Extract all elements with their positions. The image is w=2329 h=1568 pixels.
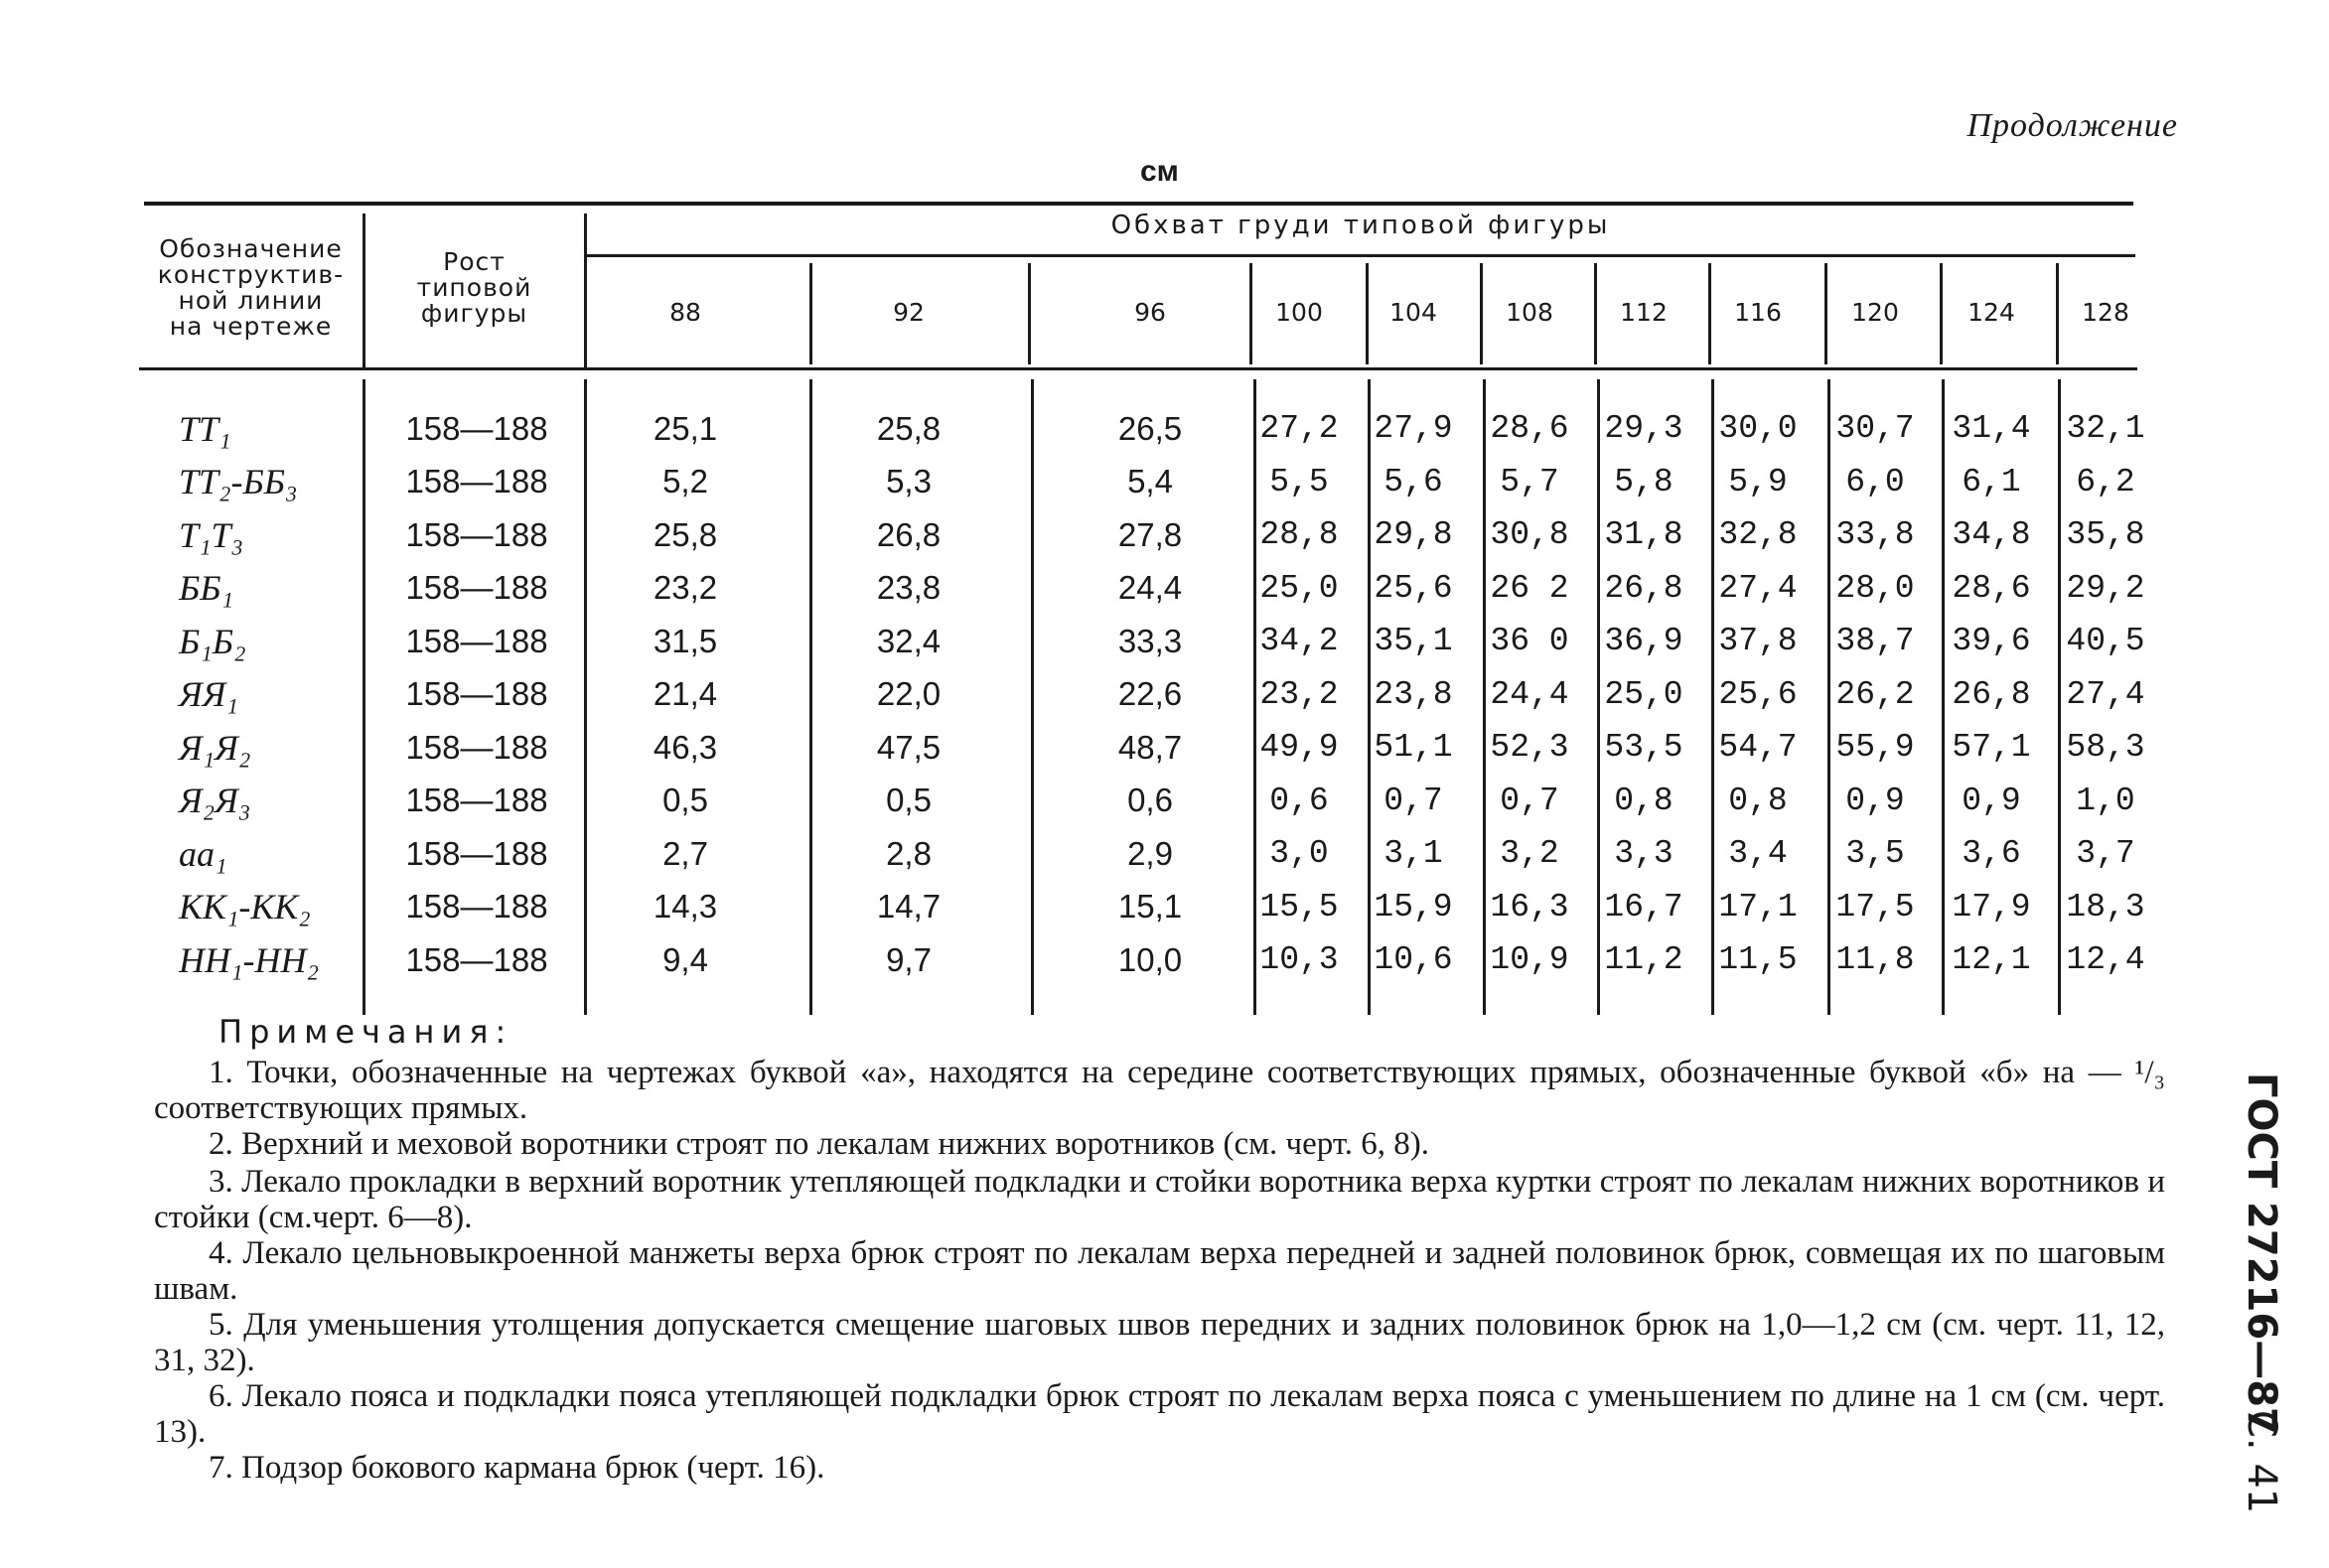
column-divider [1940, 263, 1943, 364]
value-cell: 51,1 [1374, 729, 1453, 766]
height-header-line: типовой [416, 273, 532, 302]
table-row [0, 881, 2329, 933]
value-cell: 14,7 [876, 888, 942, 925]
value-cell: 3,7 [2076, 835, 2135, 872]
table-row [0, 456, 2329, 508]
value-cell: 33,8 [1835, 516, 1915, 553]
value-cell: 5,7 [1500, 463, 1559, 500]
column-divider [2056, 263, 2059, 364]
value-cell: 25,6 [1718, 675, 1798, 713]
height-header-line: Рост [443, 247, 506, 276]
value-cell: 17,1 [1718, 888, 1798, 926]
table-top-rule [144, 202, 2133, 206]
size-header-120: 120 [1851, 298, 1899, 327]
value-cell: 25,0 [1259, 569, 1339, 607]
note-item: 3. Лекало прокладки в верхний воротник утепляющей подкладки и стойки воротника верха куртки строят по лекалам нижних воротников и стойки (см.черт. 6—8). [154, 1164, 2165, 1235]
value-cell: 25,6 [1374, 569, 1453, 607]
value-cell: 11,2 [1604, 941, 1683, 978]
line-designation: Т₁Т₃ [179, 514, 244, 555]
value-cell: 27,4 [2066, 675, 2145, 713]
note-item: 7. Подзор бокового кармана брюк (черт. 16). [209, 1450, 825, 1486]
column-divider [584, 214, 587, 367]
value-cell: 39,6 [1952, 623, 2031, 659]
value-cell: 23,2 [653, 569, 718, 606]
figure-height: 158—188 [405, 728, 548, 766]
figure-height: 158—188 [405, 940, 548, 978]
value-cell: 3,6 [1962, 835, 2021, 872]
value-cell: 27,2 [1259, 410, 1339, 447]
value-cell: 28,0 [1835, 569, 1915, 607]
table-row [0, 668, 2329, 721]
figure-height: 158—188 [405, 675, 548, 712]
line-designation: ББ₁ [179, 568, 233, 608]
value-cell: 35,1 [1374, 623, 1453, 659]
value-cell: 23,2 [1259, 675, 1339, 713]
value-cell: 9,4 [662, 940, 708, 978]
value-cell: 9,7 [886, 940, 932, 978]
value-cell: 23,8 [1374, 675, 1453, 713]
value-cell: 5,9 [1728, 463, 1788, 500]
line-designation: Я₁Я₂ [179, 727, 251, 768]
value-cell: 0,5 [662, 782, 708, 818]
value-cell: 15,9 [1374, 888, 1453, 926]
figure-height: 158—188 [405, 409, 548, 447]
value-cell: 0,7 [1500, 782, 1559, 819]
column-divider [363, 214, 365, 367]
size-header-104: 104 [1389, 298, 1437, 327]
designation-header-line: на чертеже [169, 312, 333, 341]
value-cell: 0,6 [1127, 782, 1173, 818]
column-divider [1028, 263, 1031, 364]
value-cell: 21,4 [653, 675, 718, 712]
value-cell: 31,5 [653, 622, 718, 659]
value-cell: 57,1 [1952, 729, 2031, 766]
table-row [0, 615, 2329, 667]
value-cell: 26,8 [876, 515, 942, 553]
value-cell: 16,7 [1604, 888, 1683, 926]
value-cell: 58,3 [2066, 729, 2145, 766]
value-cell: 36 0 [1490, 623, 1569, 659]
value-cell: 26,2 [1835, 675, 1915, 713]
value-cell: 33,3 [1117, 622, 1183, 659]
chest-girth-group-header: Обхват груди типовой фигуры [1110, 211, 1611, 240]
value-cell: 0,8 [1614, 782, 1674, 819]
value-cell: 0,6 [1269, 782, 1329, 819]
value-cell: 14,3 [653, 888, 718, 925]
value-cell: 52,3 [1490, 729, 1569, 766]
value-cell: 17,5 [1835, 888, 1915, 926]
size-header-100: 100 [1275, 298, 1323, 327]
page-number: С. 41 [2239, 1410, 2284, 1514]
value-cell: 36,9 [1604, 623, 1683, 659]
size-header-112: 112 [1620, 298, 1668, 327]
column-divider [1366, 263, 1369, 364]
value-cell: 10,3 [1259, 941, 1339, 978]
value-cell: 10,9 [1490, 941, 1569, 978]
value-cell: 0,9 [1962, 782, 2021, 819]
value-cell: 0,8 [1728, 782, 1788, 819]
value-cell: 1,0 [2076, 782, 2135, 819]
value-cell: 31,8 [1604, 516, 1683, 553]
value-cell: 2,9 [1127, 834, 1173, 872]
value-cell: 38,7 [1835, 623, 1915, 659]
value-cell: 2,7 [662, 834, 708, 872]
value-cell: 34,8 [1952, 516, 2031, 553]
value-cell: 40,5 [2066, 623, 2145, 659]
value-cell: 29,8 [1374, 516, 1453, 553]
value-cell: 6,1 [1962, 463, 2021, 500]
value-cell: 32,8 [1718, 516, 1798, 553]
line-designation: НН₁-НН₂ [179, 939, 320, 980]
value-cell: 26,5 [1117, 409, 1183, 447]
value-cell: 5,6 [1383, 463, 1443, 500]
value-cell: 24,4 [1117, 569, 1183, 606]
value-cell: 12,4 [2066, 941, 2145, 978]
standard-code: ГОСТ 27216—87 [2239, 1072, 2284, 1435]
size-header-88: 88 [669, 298, 701, 327]
continuation-label: Продолжение [1966, 107, 2178, 144]
table-row [0, 933, 2329, 986]
value-cell: 15,1 [1117, 888, 1183, 925]
value-cell: 31,4 [1952, 410, 2031, 447]
column-divider [1480, 263, 1483, 364]
value-cell: 49,9 [1259, 729, 1339, 766]
value-cell: 53,5 [1604, 729, 1683, 766]
figure-height: 158—188 [405, 569, 548, 606]
value-cell: 10,6 [1374, 941, 1453, 978]
value-cell: 35,8 [2066, 516, 2145, 553]
value-cell: 27,8 [1117, 515, 1183, 553]
designation-header-line: конструктив- [157, 260, 345, 289]
column-divider [1249, 263, 1252, 364]
table-row [0, 827, 2329, 880]
line-designation: Б₁Б₂ [179, 621, 246, 661]
value-cell: 6,2 [2076, 463, 2135, 500]
height-header-line: фигуры [420, 299, 528, 328]
value-cell: 27,9 [1374, 410, 1453, 447]
value-cell: 46,3 [653, 728, 718, 766]
value-cell: 22,6 [1117, 675, 1183, 712]
value-cell: 25,8 [653, 515, 718, 553]
value-cell: 25,0 [1604, 675, 1683, 713]
value-cell: 34,2 [1259, 623, 1339, 659]
table-header-rule [139, 367, 2137, 370]
value-cell: 32,1 [2066, 410, 2145, 447]
value-cell: 23,8 [876, 569, 942, 606]
figure-height: 158—188 [405, 463, 548, 499]
value-cell: 48,7 [1117, 728, 1183, 766]
units-label: см [1140, 155, 1179, 188]
table-row [0, 775, 2329, 827]
size-header-128: 128 [2082, 298, 2129, 327]
value-cell: 15,5 [1259, 888, 1339, 926]
value-cell: 37,8 [1718, 623, 1798, 659]
note-item: 2. Верхний и меховой воротники строят по лекалам нижних воротников (см. черт. 6, 8). [209, 1126, 1429, 1162]
designation-header [139, 209, 363, 367]
value-cell: 28,6 [1490, 410, 1569, 447]
column-divider [1708, 263, 1711, 364]
table-row [0, 721, 2329, 774]
line-designation: аа₁ [179, 833, 227, 874]
value-cell: 0,7 [1383, 782, 1443, 819]
line-designation: Я₂Я₃ [179, 781, 251, 820]
value-cell: 0,9 [1845, 782, 1905, 819]
value-cell: 5,8 [1614, 463, 1674, 500]
value-cell: 32,4 [876, 622, 942, 659]
value-cell: 2,8 [886, 834, 932, 872]
value-cell: 47,5 [876, 728, 942, 766]
note-item: 1. Точки, обозначенные на чертежах буквой «а», находятся на середине соответствующих прямых, обозначенные буквой «б» на — ¹/₃ соответствующих прямых. [154, 1055, 2165, 1126]
value-cell: 22,0 [876, 675, 942, 712]
value-cell: 10,0 [1117, 940, 1183, 978]
note-item: 4. Лекало цельновыкроенной манжеты верха брюк строят по лекалам верха передней и задней половинок брюк, совмещая их по шаговым швам. [154, 1235, 2165, 1307]
value-cell: 24,4 [1490, 675, 1569, 713]
size-header-92: 92 [893, 298, 925, 327]
value-cell: 25,1 [653, 409, 718, 447]
size-header-108: 108 [1506, 298, 1553, 327]
size-header-116: 116 [1734, 298, 1782, 327]
table-row [0, 562, 2329, 615]
value-cell: 12,1 [1952, 941, 2031, 978]
value-cell: 28,8 [1259, 516, 1339, 553]
value-cell: 5,2 [662, 463, 708, 499]
value-cell: 28,6 [1952, 569, 2031, 607]
size-header-96: 96 [1134, 298, 1166, 327]
height-header [367, 209, 581, 367]
value-cell: 18,3 [2066, 888, 2145, 926]
value-cell: 5,5 [1269, 463, 1329, 500]
value-cell: 26 2 [1490, 569, 1569, 607]
column-divider [1824, 263, 1827, 364]
value-cell: 55,9 [1835, 729, 1915, 766]
value-cell: 3,2 [1500, 835, 1559, 872]
figure-height: 158—188 [405, 515, 548, 553]
value-cell: 26,8 [1952, 675, 2031, 713]
column-divider [809, 263, 812, 364]
value-cell: 27,4 [1718, 569, 1798, 607]
value-cell: 30,7 [1835, 410, 1915, 447]
table-row [0, 402, 2329, 455]
value-cell: 3,3 [1614, 835, 1674, 872]
value-cell: 6,0 [1845, 463, 1905, 500]
value-cell: 29,3 [1604, 410, 1683, 447]
figure-height: 158—188 [405, 782, 548, 818]
line-designation: ТТ₁ [179, 408, 231, 449]
line-designation: КК₁-КК₂ [179, 887, 311, 927]
note-item: 5. Для уменьшения утолщения допускается смещение шаговых швов передних и задних половинок брюк на 1,0—1,2 см (см. черт. 11, 12, 31, 32). [154, 1307, 2165, 1378]
value-cell: 11,8 [1835, 941, 1915, 978]
group-header-rule [586, 254, 2135, 257]
value-cell: 11,5 [1718, 941, 1798, 978]
value-cell: 0,5 [886, 782, 932, 818]
table-row [0, 508, 2329, 561]
value-cell: 29,2 [2066, 569, 2145, 607]
value-cell: 30,0 [1718, 410, 1798, 447]
value-cell: 25,8 [876, 409, 942, 447]
value-cell: 5,4 [1127, 463, 1173, 499]
value-cell: 17,9 [1952, 888, 2031, 926]
line-designation: ЯЯ₁ [179, 674, 238, 714]
value-cell: 30,8 [1490, 516, 1569, 553]
column-divider [1594, 263, 1597, 364]
designation-header-line: Обозначение [159, 234, 343, 263]
figure-height: 158—188 [405, 622, 548, 659]
value-cell: 3,5 [1845, 835, 1905, 872]
value-cell: 5,3 [886, 463, 932, 499]
value-cell: 26,8 [1604, 569, 1683, 607]
size-header-124: 124 [1967, 298, 2015, 327]
note-item: 6. Лекало пояса и подкладки пояса утепляющей подкладки брюк строят по лекалам верха пояса с уменьшением по длине на 1 см (см. черт. 13). [154, 1378, 2165, 1450]
notes-title: Примечания: [218, 1013, 513, 1051]
line-designation: ТТ₂-ББ₃ [179, 462, 298, 501]
value-cell: 3,0 [1269, 835, 1329, 872]
figure-height: 158—188 [405, 888, 548, 925]
designation-header-line: ной линии [178, 286, 324, 315]
value-cell: 3,4 [1728, 835, 1788, 872]
figure-height: 158—188 [405, 834, 548, 872]
value-cell: 3,1 [1383, 835, 1443, 872]
value-cell: 54,7 [1718, 729, 1798, 766]
value-cell: 16,3 [1490, 888, 1569, 926]
